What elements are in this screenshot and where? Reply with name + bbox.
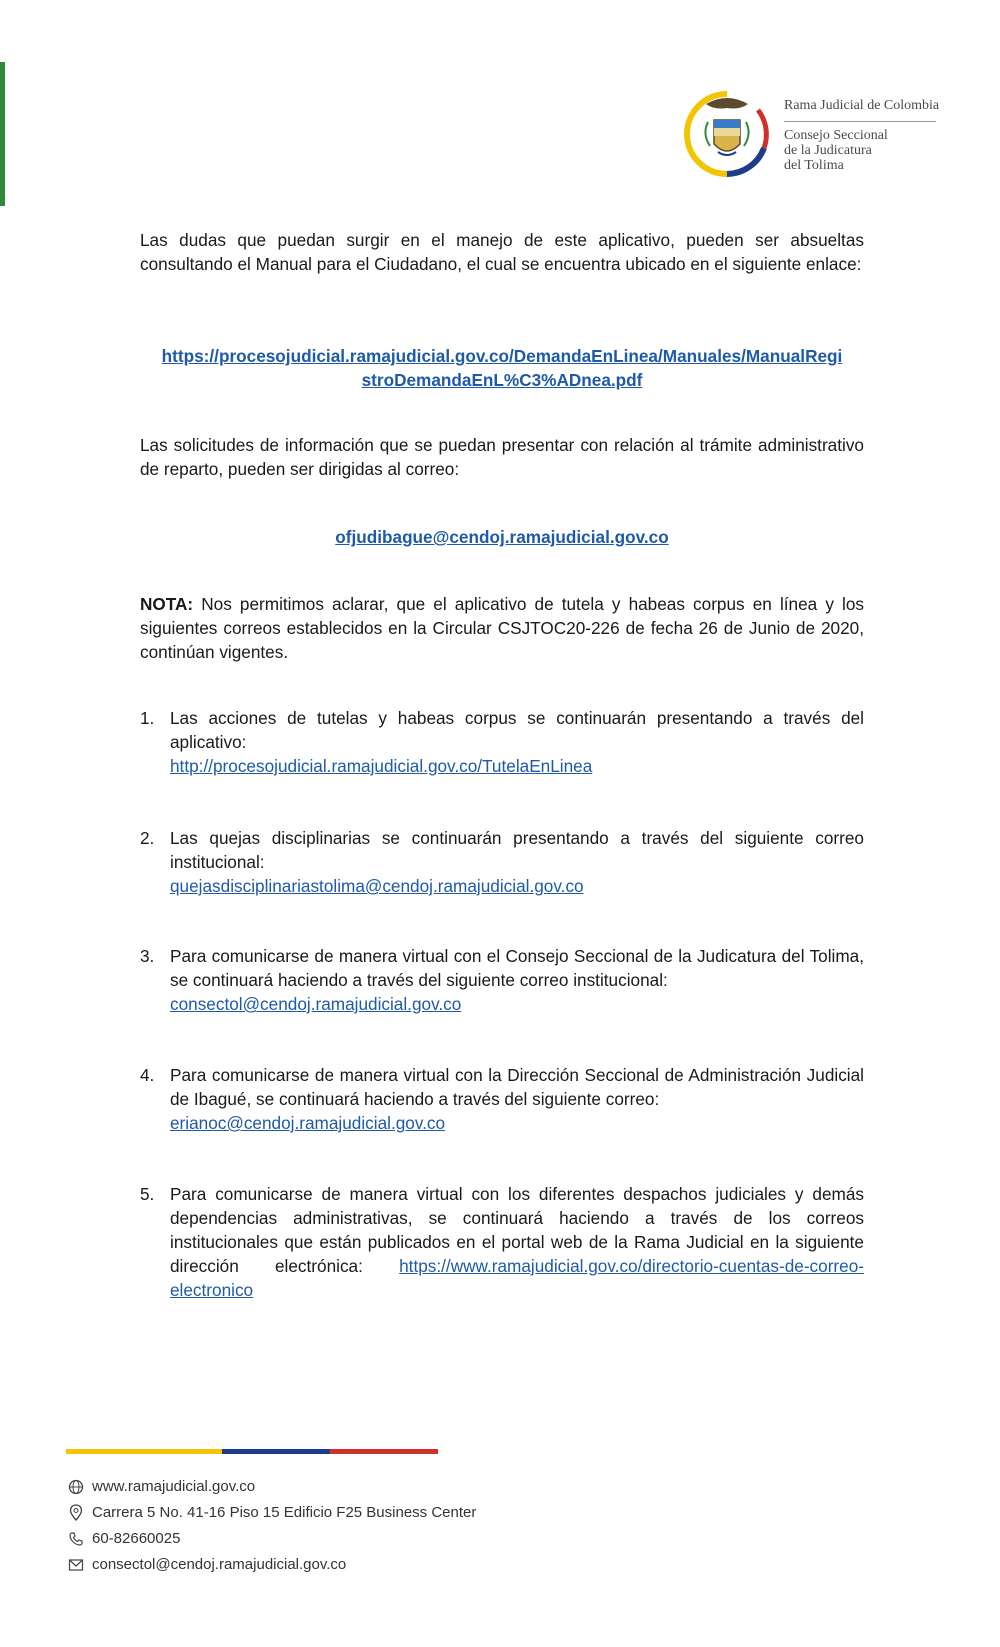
footer-address: Carrera 5 No. 41-16 Piso 15 Edificio F25 Business Center (92, 1504, 477, 1521)
manual-link-line-1[interactable]: https://procesojudicial.ramajudicial.gov.co/DemandaEnLinea/Manuales/ManualRegi (161, 346, 843, 366)
manual-link-line-2[interactable]: stroDemandaEnL%C3%ADnea.pdf (361, 370, 643, 390)
footer-contact (66, 1474, 476, 1578)
quejas-email-link[interactable]: quejasdisciplinariastolima@cendoj.ramajudicial.gov.co (170, 876, 584, 896)
list-item-text: Las quejas disciplinarias se continuarán presentando a través del siguiente correo institucional: (170, 828, 864, 872)
requests-email-link[interactable]: ofjudibague@cendoj.ramajudicial.gov.co (335, 527, 669, 547)
phone-icon (66, 1531, 86, 1547)
globe-icon (66, 1479, 86, 1495)
list-item (140, 1182, 864, 1302)
requests-email-row (140, 525, 864, 549)
note-label: NOTA: (140, 594, 194, 614)
logo-divider (784, 121, 936, 122)
manual-link[interactable] (140, 344, 864, 392)
intro-paragraph: Las dudas que puedan surgir en el manejo de este aplicativo, pueden ser absueltas consultando el Manual para el Ciudadano, el cual se encuentra ubicado en el siguiente enlace: (140, 230, 864, 274)
list-item-text: Para comunicarse de manera virtual con los diferentes despachos judiciales y demás dependencias administrativas, se continuará haciendo a través de los correos institucionales que están publicados en el portal web de la Rama Judicial en la siguiente dirección electrónica: (170, 1184, 864, 1276)
org-sub-line-3: del Tolima (784, 158, 844, 173)
list-item (140, 944, 864, 1016)
list-item-text: Las acciones de tutelas y habeas corpus se continuarán presentando a través del aplicativo: (170, 708, 864, 752)
consectol-email-link[interactable]: consectol@cendoj.ramajudicial.gov.co (170, 994, 462, 1014)
erianoc-email-link[interactable]: erianoc@cendoj.ramajudicial.gov.co (170, 1113, 446, 1133)
note-paragraph (140, 592, 864, 664)
list-item-text: Para comunicarse de manera virtual con la Dirección Seccional de Administración Judicial de Ibagué, se continuará haciendo a través del siguiente correo: (170, 1065, 864, 1109)
mail-icon (66, 1558, 86, 1572)
list-item (140, 1063, 864, 1135)
footer-email[interactable]: consectol@cendoj.ramajudicial.gov.co (92, 1556, 347, 1573)
list-item-text: Para comunicarse de manera virtual con el Consejo Seccional de la Judicatura del Tolima, se continuará haciendo a través del siguiente correo institucional: (170, 946, 864, 990)
list-item-number: 2. (140, 828, 155, 848)
location-pin-icon (66, 1504, 86, 1522)
list-item (140, 826, 864, 898)
footer-phone: 60-82660025 (92, 1530, 181, 1547)
stripe-red (330, 1449, 438, 1454)
footer-color-stripe (66, 1449, 438, 1454)
footer-email-row (66, 1552, 476, 1578)
left-accent-bar (0, 62, 5, 206)
footer-phone-row (66, 1526, 476, 1552)
org-sub-line-2: de la Judicatura (784, 143, 872, 158)
list-item-number: 3. (140, 946, 155, 966)
tutela-link[interactable]: http://procesojudicial.ramajudicial.gov.co/TutelaEnLinea (170, 756, 593, 776)
requests-paragraph: Las solicitudes de información que se puedan presentar con relación al trámite administrativo de reparto, pueden ser dirigidas al correo: (140, 435, 864, 479)
footer-website-row (66, 1474, 476, 1500)
list-item (140, 706, 864, 778)
stripe-yellow (66, 1449, 222, 1454)
list-item-number: 5. (140, 1184, 155, 1204)
footer-address-row (66, 1500, 476, 1526)
org-name: Rama Judicial de Colombia (784, 98, 940, 113)
stripe-blue (222, 1449, 330, 1454)
list-item-number: 1. (140, 708, 155, 728)
directory-link[interactable]: https://www.ramajudicial.gov.co/directorio-cuentas-de-correo-electronico (170, 1256, 864, 1300)
note-text: Nos permitimos aclarar, que el aplicativo de tutela y habeas corpus en línea y los siguientes correos establecidos en la Circular CSJTOC20-226 de fecha 26 de Junio de 2020, continúan vigentes. (140, 594, 864, 662)
header-logo (684, 86, 964, 186)
org-sub-line-1: Consejo Seccional (784, 128, 888, 143)
list-item-number: 4. (140, 1065, 155, 1085)
coat-of-arms-emblem (684, 86, 770, 186)
footer-website[interactable]: www.ramajudicial.gov.co (92, 1478, 256, 1495)
